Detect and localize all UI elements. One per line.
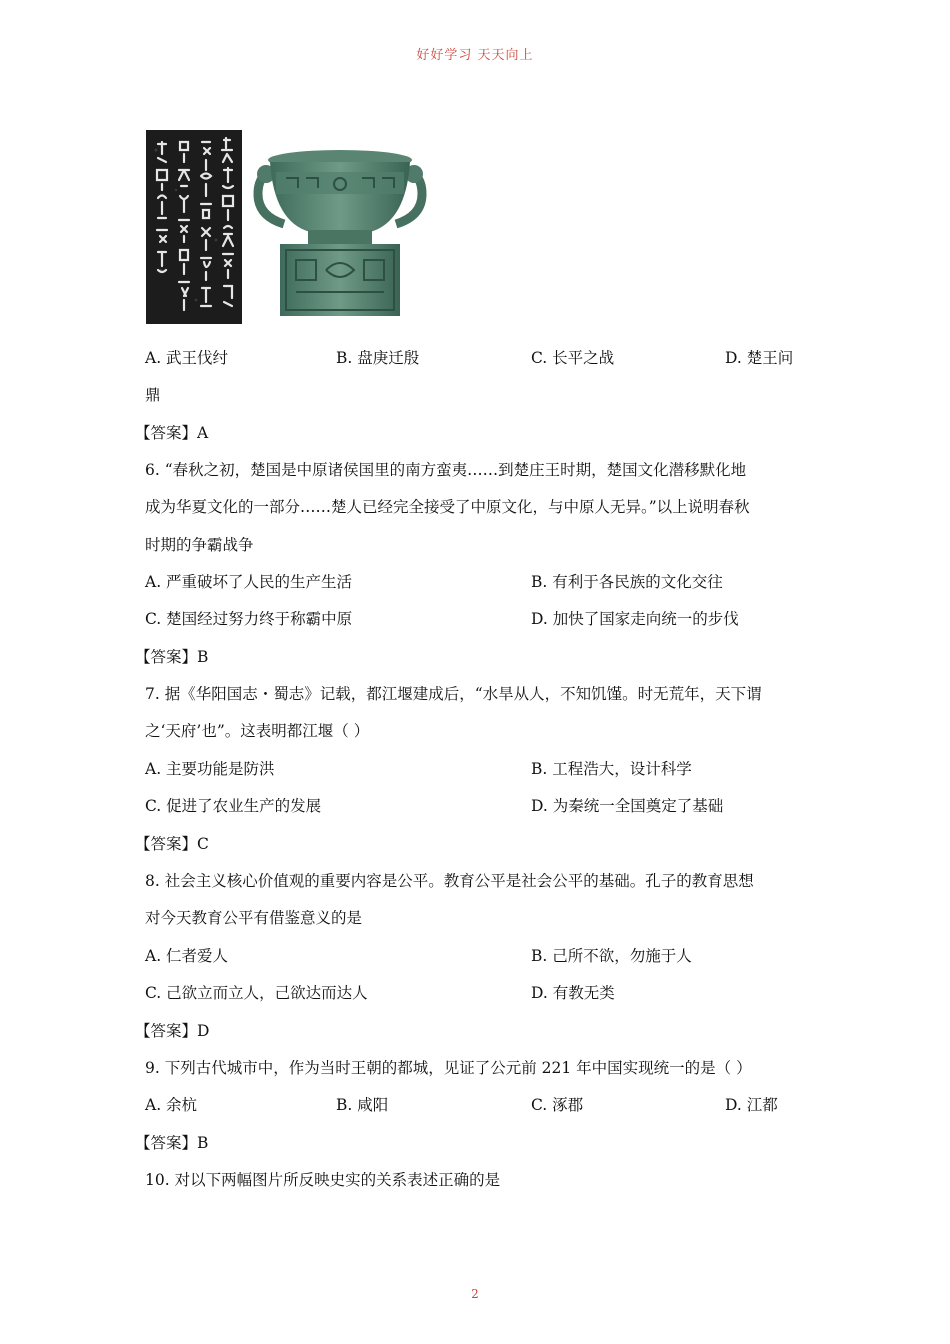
- q9-option-c: C. 涿郡: [531, 1096, 584, 1114]
- q7-stem-line-2: 之‘天府’也”。这表明都江堰（ ）: [145, 722, 370, 740]
- q9-option-a: A. 余杭: [145, 1096, 198, 1114]
- q6-stem-line-2: 成为华夏文化的一部分……楚人已经完全接受了中原文化，与中原人无异。”以上说明春秋: [145, 498, 750, 516]
- q6-answer: 【答案】B: [135, 648, 209, 666]
- q7-answer: 【答案】C: [135, 835, 209, 853]
- q5-option-a: A. 武王伐纣: [145, 349, 229, 367]
- q6-option-c: C. 楚国经过努力终于称霸中原: [145, 610, 353, 628]
- q6-stem-line-3: 时期的争霸战争: [145, 536, 254, 554]
- bronze-gui-vessel-image: [246, 130, 434, 324]
- q10-stem: 10. 对以下两幅图片所反映史实的关系表述正确的是: [145, 1171, 501, 1189]
- q8-answer: 【答案】D: [135, 1022, 210, 1040]
- q8-option-c: C. 己欲立而立人，己欲达而达人: [145, 984, 368, 1002]
- q8-option-b: B. 己所不欲，勿施于人: [531, 947, 692, 965]
- q5-option-c: C. 长平之战: [531, 349, 615, 367]
- q8-stem-line-2: 对今天教育公平有借鉴意义的是: [145, 909, 363, 927]
- page-number: 2: [471, 1287, 479, 1301]
- q5-option-d: D. 楚王问: [725, 349, 794, 367]
- q6-option-b: B. 有利于各民族的文化交往: [531, 573, 723, 591]
- q7-option-c: C. 促进了农业生产的发展: [145, 797, 322, 815]
- q9-answer: 【答案】B: [135, 1134, 209, 1152]
- q6-stem-line-1: 6. “春秋之初，楚国是中原诸侯国里的南方蛮夷……到楚庄王时期，楚国文化潜移默化地: [145, 461, 747, 479]
- page-header: 好好学习 天天向上: [416, 48, 534, 63]
- q9-option-d: D. 江都: [725, 1096, 778, 1114]
- q7-option-d: D. 为秦统一全国奠定了基础: [531, 797, 724, 815]
- q6-option-a: A. 严重破坏了人民的生产生活: [145, 573, 353, 591]
- q9-option-b: B. 咸阳: [336, 1096, 389, 1114]
- q8-option-d: D. 有教无类: [531, 984, 615, 1002]
- q6-option-d: D. 加快了国家走向统一的步伐: [531, 610, 739, 628]
- q5-answer: 【答案】A: [135, 424, 209, 442]
- q5-option-d-wrap: 鼎: [145, 386, 161, 404]
- q7-option-a: A. 主要功能是防洪: [145, 760, 275, 778]
- bronze-inscription-rubbing-image: [146, 130, 242, 324]
- q9-stem: 9. 下列古代城市中，作为当时王朝的都城，见证了公元前 221 年中国实现统一的是（ ）: [145, 1059, 752, 1077]
- q8-option-a: A. 仁者爱人: [145, 947, 229, 965]
- q8-stem-line-1: 8. 社会主义核心价值观的重要内容是公平。教育公平是社会公平的基础。孔子的教育思想: [145, 872, 754, 890]
- q7-option-b: B. 工程浩大，设计科学: [531, 760, 692, 778]
- q5-option-b: B. 盘庚迁殷: [336, 349, 420, 367]
- q7-stem-line-1: 7. 据《华阳国志・蜀志》记载，都江堰建成后，“水旱从人，不知饥馑。时无荒年，天下谓: [145, 685, 762, 703]
